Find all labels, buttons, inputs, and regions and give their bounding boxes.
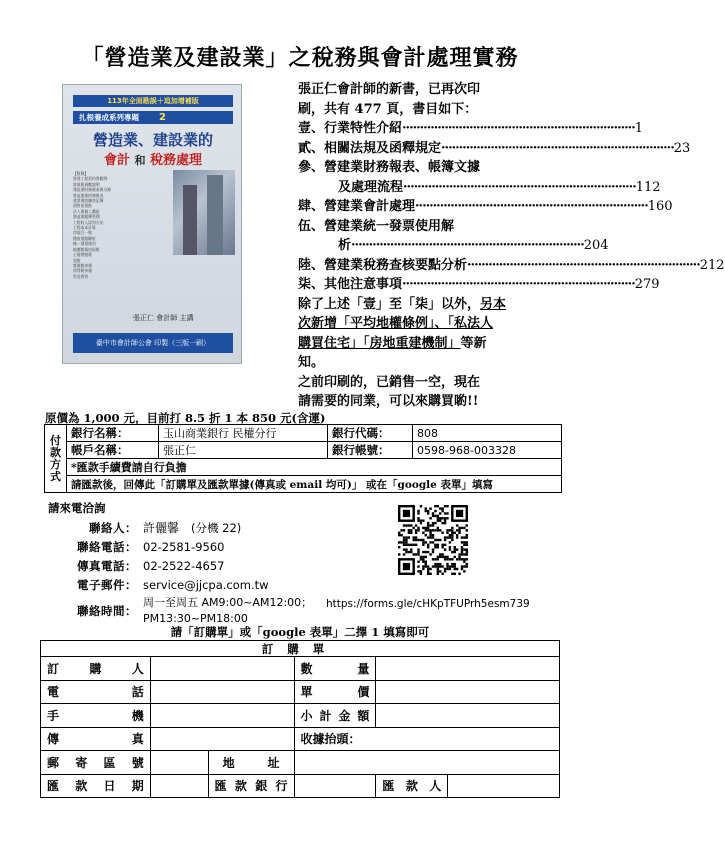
order-form (40, 640, 560, 798)
account-no-label: 銀行帳號： (328, 442, 413, 459)
extra-line: 購買住宅」「房地重建機制」 等新 (298, 335, 487, 351)
label-char: 匯 (47, 779, 60, 794)
bank-code-label: 銀行代碼： (328, 425, 413, 442)
after-remit-note: 請匯款後，回傳此「訂購單及匯款單據(傳真或 email 均可)」 或在「google 表單」填寫 (67, 476, 562, 493)
cover-title-word2: 稅務處理 (150, 153, 203, 168)
subtotal-label (294, 704, 376, 728)
fax-label (41, 727, 151, 751)
label-char: 價 (357, 685, 370, 700)
toc-item (298, 178, 661, 198)
toc-item (298, 217, 538, 237)
label-char: 期 (131, 779, 144, 794)
label-char: 匯 (382, 779, 395, 794)
contact-person-label: 聯絡人： (89, 520, 137, 535)
label-char: 區 (103, 755, 116, 770)
toc-item-title: 肆、營建業會計處理 (298, 199, 416, 214)
contact-email-label: 電子郵件： (77, 577, 137, 592)
toc-item-title: 及處理流程 (338, 179, 404, 195)
subtotal-field[interactable] (376, 704, 560, 728)
toc-item (298, 275, 660, 295)
cover-building-photo (173, 170, 235, 255)
bank-name-value: 玉山商業銀行 民權分行 (159, 425, 328, 442)
contact-hours-value: 周一至周五 AM9:00~AM12:00； PM13:30~PM18:00 (143, 596, 313, 625)
cover-contents-item: 工程收入認列方法 (73, 219, 104, 225)
remit-bank-label (208, 774, 294, 798)
cover-contents-item: 統一發票使用 (73, 241, 96, 247)
toc-item-page: 160 (647, 199, 673, 214)
remitter-field[interactable] (448, 774, 560, 798)
contact-ext: (分機 22) (191, 520, 242, 535)
qty-field[interactable] (376, 657, 560, 681)
cover-contents-item: 營造業帳簿管理 (73, 214, 100, 220)
label-char: 款 (405, 779, 418, 794)
contact-fax-row (75, 556, 312, 575)
toc-item-page: 23 (673, 140, 691, 156)
label-char: 真 (131, 732, 144, 747)
toc-item (298, 139, 691, 159)
account-name-label: 帳戶名稱： (67, 442, 159, 459)
page-title: 「營造業及建設業」之稅務與會計處理實務 (81, 45, 519, 71)
unit-price-label (294, 680, 376, 704)
sold-out-line: 請需要的同業，可以來購買喲!! (298, 394, 479, 409)
bank-name-label: 銀行名稱： (67, 425, 159, 442)
address-label (208, 751, 294, 775)
contact-phone-row (75, 537, 312, 556)
toc-item-title: 壹、行業特性介紹 (298, 121, 403, 136)
label-char: 址 (267, 755, 280, 770)
zip-label (41, 751, 151, 775)
remit-date-field[interactable] (150, 774, 208, 798)
label-char: 郵 (47, 755, 60, 770)
label-char: 款 (75, 779, 88, 794)
toc-item (298, 197, 673, 217)
mobile-field[interactable] (150, 704, 294, 728)
order-table (40, 656, 560, 798)
fax-field[interactable] (150, 727, 294, 751)
unit-price-field[interactable] (376, 680, 560, 704)
label-char: 額 (357, 708, 370, 723)
toc-item-title: 參、營建業財務報表、帳簿文據 (298, 160, 481, 175)
contact-phone-label: 聯絡電話： (77, 539, 137, 554)
label-char: 電 (47, 685, 60, 700)
qr-code-icon[interactable] (398, 505, 468, 575)
payment-side-label: 付款方式 (45, 425, 67, 493)
label-char: 地 (222, 755, 235, 770)
toc-item (298, 256, 725, 276)
buyer-field[interactable] (150, 657, 294, 681)
toc-item-page: 1 (634, 121, 644, 136)
extra-line: 知。 (298, 355, 325, 370)
cover-contents-item: 常見問答 (73, 273, 89, 279)
cover-contents-item: 房地合一稅 (73, 230, 92, 236)
label-char: 小 (300, 708, 313, 723)
contact-email-row (75, 575, 312, 594)
remit-date-label (41, 774, 151, 798)
toc-item-title: 柒、其他注意事項 (298, 277, 403, 292)
cover-series-band (73, 111, 233, 124)
payment-table (44, 424, 562, 493)
cover-title-line2 (73, 149, 233, 168)
toc-leader-dots: ·································································· (441, 140, 674, 156)
label-char: 單 (300, 685, 313, 700)
contact-email-value[interactable]: service@jjcpa.com.tw (143, 577, 269, 592)
label-char: 行 (275, 779, 288, 794)
tel-field[interactable] (150, 680, 294, 704)
cover-contents-item: 地價稅與房屋稅 (73, 246, 100, 252)
cover-publisher: 臺中市會計師公會 印製（三版一刷） (73, 333, 233, 353)
toc-item-title: 貳、相關法規及函釋規定 (298, 140, 442, 156)
cover-contents-item: 所得稅申報 (73, 268, 92, 274)
cover-contents-list (73, 171, 173, 279)
contact-hours-label: 聯絡時間： (77, 604, 137, 618)
bank-code-value: 808 (413, 425, 562, 442)
intro-line: 刷，共有 477 頁，書目如下： (298, 101, 478, 117)
toc-item-page: 204 (583, 238, 609, 253)
label-char: 人 (429, 779, 442, 794)
toc-item (298, 158, 538, 178)
toc-item-page: 112 (635, 179, 661, 195)
table-of-contents (298, 119, 725, 295)
book-description (298, 80, 725, 412)
label-char: 量 (357, 661, 370, 676)
cover-contents-item: 營業稅預繳證明 (73, 181, 100, 187)
toc-leader-dots: ·································································· (403, 179, 636, 195)
cover-title-line1: 營造業、建設業的 (92, 131, 213, 149)
toc-item (298, 119, 644, 139)
google-form-url[interactable]: https://forms.gle/cHKpTFUPrh5esm739 (326, 598, 530, 610)
intro-line: 張正仁會計師的新書，已再次印 (298, 82, 481, 97)
cover-title-word1: 會計 (103, 153, 130, 168)
sold-out-line: 之前印刷的，已銷售一空，現在 (298, 374, 481, 390)
fee-note: *匯款手續費請自行負擔 (67, 459, 562, 476)
hotline-heading: 請來電洽詢 (48, 501, 106, 515)
address-field[interactable] (294, 751, 559, 775)
extra-line: 次新增「平均地權條例」、「私法人 (298, 316, 494, 331)
contact-person-value: 許儷馨 (143, 521, 180, 535)
contact-fax-value: 02-2522-4657 (143, 558, 225, 573)
label-char: 款 (234, 779, 247, 794)
toc-leader-dots: ·································································· (402, 277, 635, 292)
qty-label (294, 657, 376, 681)
book-cover-image (62, 84, 242, 364)
contact-block (75, 518, 312, 628)
cover-series-number: 2 (159, 112, 166, 123)
cover-contents-item: 發票與收據登記簿 (73, 198, 104, 204)
cover-series-label: 扎根養成系列專題 (79, 113, 139, 122)
label-char: 傳 (47, 732, 60, 747)
remitter-label (376, 774, 448, 798)
toc-item (298, 236, 609, 256)
cover-contents-item: 預售屋重點 (73, 203, 92, 209)
label-char: 人 (131, 661, 144, 676)
cover-contents-item: 土地增值稅 (73, 252, 92, 258)
cover-contents-item: 【附錄】 (73, 171, 89, 176)
account-no-value: 0598-968-003328 (413, 442, 562, 459)
cover-contents-item: 工程成本計算 (73, 225, 96, 231)
cover-contents-item: 法人與個人購屋 (73, 208, 100, 214)
cover-contents-item: 稽查重點解析 (73, 235, 96, 241)
label-char: 匯 (214, 779, 227, 794)
cover-contents-item: 營造業業財務報表 (73, 192, 104, 198)
order-instruction: 請「訂購單」或「google 表單」二擇 1 填寫即可 (170, 625, 430, 639)
label-char: 手 (47, 708, 60, 723)
remit-bank-field[interactable] (294, 774, 376, 798)
order-form-title: 訂購單 (40, 640, 560, 656)
label-char: 計 (319, 708, 332, 723)
label-char: 銀 (255, 779, 268, 794)
label-char: 購 (89, 661, 102, 676)
toc-item-title: 陸、營建業稅務查核要點分析 (298, 257, 468, 273)
toc-item-title: 析 (338, 238, 352, 253)
account-name-value: 張正仁 (159, 442, 328, 459)
contact-hours-row (75, 594, 312, 628)
contact-fax-label: 傳真電話： (77, 558, 137, 573)
cover-contents-item: 營業稅申報 (73, 262, 92, 268)
toc-item-title: 伍、營建業統一發票使用解 (298, 218, 455, 234)
receipt-title-label: 收據抬頭： (300, 732, 361, 747)
label-char: 話 (131, 685, 144, 700)
toc-leader-dots: ·································································· (467, 257, 700, 273)
cover-title-and: 和 (134, 154, 146, 167)
toc-item-page: 212 (699, 257, 725, 273)
tel-label (41, 680, 151, 704)
buyer-label (41, 657, 151, 681)
cover-author: 張正仁 會計師 主講 (133, 314, 194, 322)
label-char: 機 (131, 708, 144, 723)
label-char: 號 (131, 755, 144, 770)
label-char: 金 (338, 708, 351, 723)
contact-phone-value: 02-2581-9560 (143, 539, 225, 554)
toc-leader-dots: ·································································· (402, 121, 635, 136)
cover-contents-item: 契稅 (73, 257, 81, 263)
cover-edition-band: 113年全面勘誤＋追加增補版 (73, 95, 233, 107)
mobile-label (41, 704, 151, 728)
label-char: 訂 (47, 661, 60, 676)
toc-leader-dots: ·································································· (415, 199, 648, 214)
cover-contents-item: 營建工程契約書範例 (73, 176, 108, 182)
receipt-title-field[interactable] (294, 727, 559, 751)
zip-field[interactable] (150, 751, 208, 775)
price-line: 原價為 1,000 元，目前打 8.5 折 1 本 850 元(含運) (45, 411, 326, 425)
label-char: 數 (300, 661, 313, 676)
contact-person-row (75, 518, 312, 537)
label-char: 日 (103, 779, 116, 794)
extra-line: 除了上述「壹」至「柒」以外， 另本 (298, 296, 507, 312)
label-char: 寄 (75, 755, 88, 770)
toc-leader-dots: ·································································· (351, 238, 584, 253)
toc-item-page: 279 (634, 277, 660, 292)
cover-contents-item: 建設業財務報表與分錄 (73, 187, 111, 193)
